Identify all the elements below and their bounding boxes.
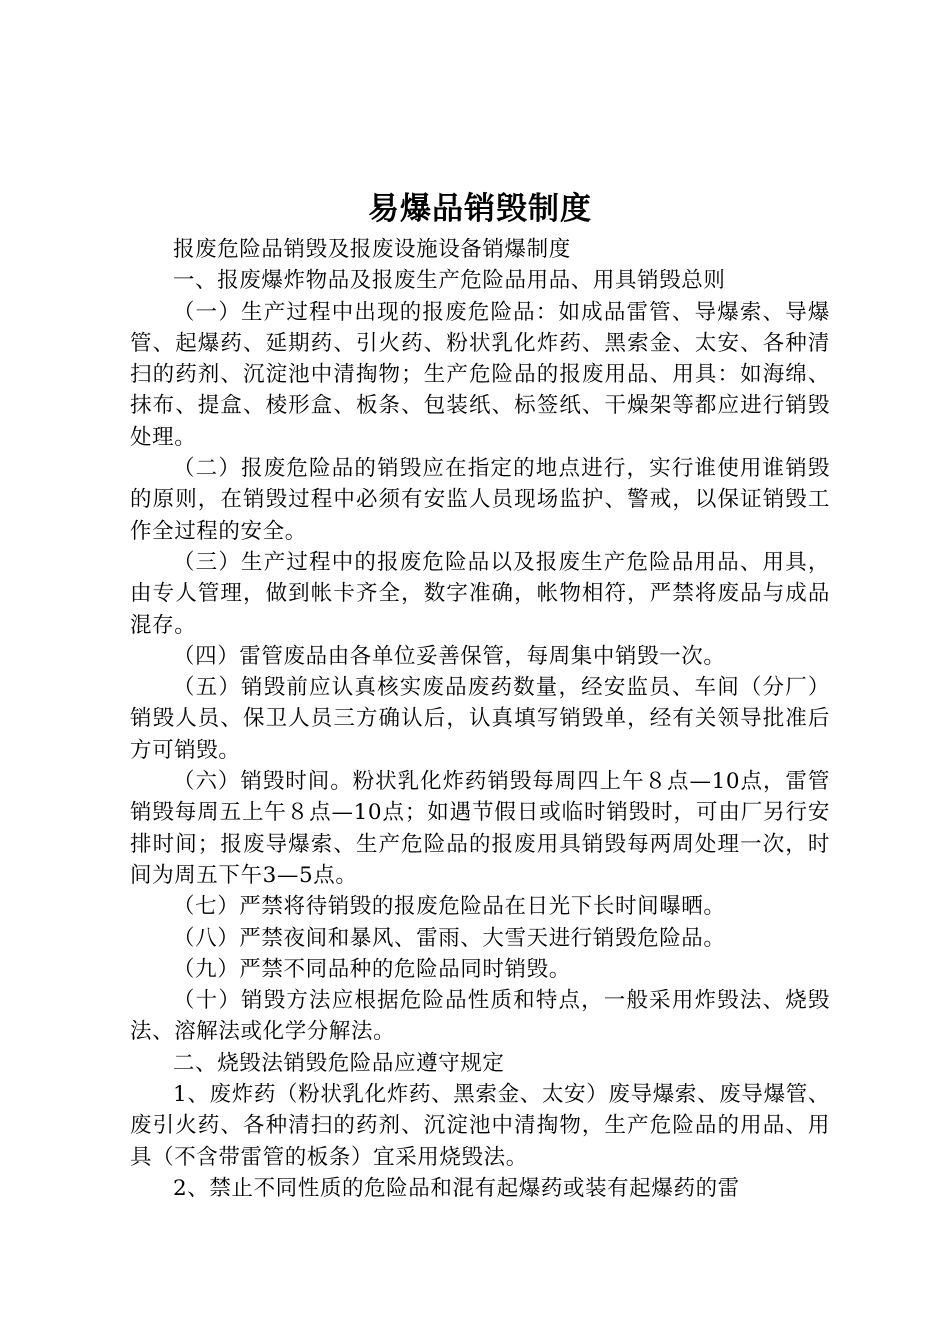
paragraph: （八）严禁夜间和暴风、雷雨、大雪天进行销毁危险品。 — [173, 925, 726, 951]
document-page — [130, 0, 830, 1344]
paragraph: （二）报废危险品的销毁应在指定的地点进行，实行谁使用谁销毁的原则，在销毁过程中必须有安监人员现场监护、警戒，以保证销毁工作全过程的安全。 — [130, 456, 830, 544]
paragraph: （九）严禁不同品种的危险品同时销毁。 — [173, 956, 571, 982]
paragraph: （六）销毁时间。粉状乳化炸药销毁每周四上午８点—10点，雷管销毁每周五上午８点—10点；如遇节假日或临时销毁时，可由厂另行安排时间；报废导爆索、生产危险品的报废用具销毁每两周处理一次，时间为周五下午3—5点。 — [130, 769, 830, 888]
paragraph: 一、报废爆炸物品及报废生产危险品用品、用具销毁总则 — [173, 268, 726, 294]
paragraph: 2、禁止不同性质的危险品和混有起爆药或装有起爆药的雷 — [173, 1175, 740, 1201]
document-title: 易爆品销毁制度 — [368, 191, 592, 227]
paragraph: （三）生产过程中的报废危险品以及报废生产危险品用品、用具，由专人管理，做到帐卡齐全，数字准确，帐物相符，严禁将废品与成品混存。 — [130, 549, 830, 638]
paragraph: （四）雷管废品由各单位妥善保管，每周集中销毁一次。 — [173, 643, 726, 669]
paragraph: 1、废炸药（粉状乳化炸药、黑索金、太安）废导爆索、废导爆管、废引火药、各种清扫的药剂、沉淀池中清掏物，生产危险品的用品、用具（不含带雷管的板条）宜采用烧毁法。 — [130, 1082, 830, 1170]
paragraph: （五）销毁前应认真核实废品废药数量，经安监员、车间（分厂）销毁人员、保卫人员三方确认后，认真填写销毁单，经有关领导批准后方可销毁。 — [130, 675, 830, 763]
document-body — [130, 234, 830, 1204]
paragraph: （一）生产过程中出现的报废危险品：如成品雷管、导爆索、导爆管、起爆药、延期药、引火药、粉状乳化炸药、黑索金、太安、各种清扫的药剂、沉淀池中清掏物；生产危险品的报废用品、用具：如海绵、抹布、提盒、棱形盒、板条、包装纸、标签纸、干燥架等都应进行销毁处理。 — [130, 299, 830, 450]
paragraph: 二、烧毁法销毁危险品应遵守规定 — [173, 1050, 505, 1076]
paragraph: （七）严禁将待销毁的报废危险品在日光下长时间曝晒。 — [173, 894, 726, 920]
paragraph: 报废危险品销毁及报废设施设备销爆制度 — [173, 237, 571, 262]
paragraph: （十）销毁方法应根据危险品性质和特点，一般采用炸毁法、烧毁法、溶解法或化学分解法。 — [130, 988, 830, 1045]
